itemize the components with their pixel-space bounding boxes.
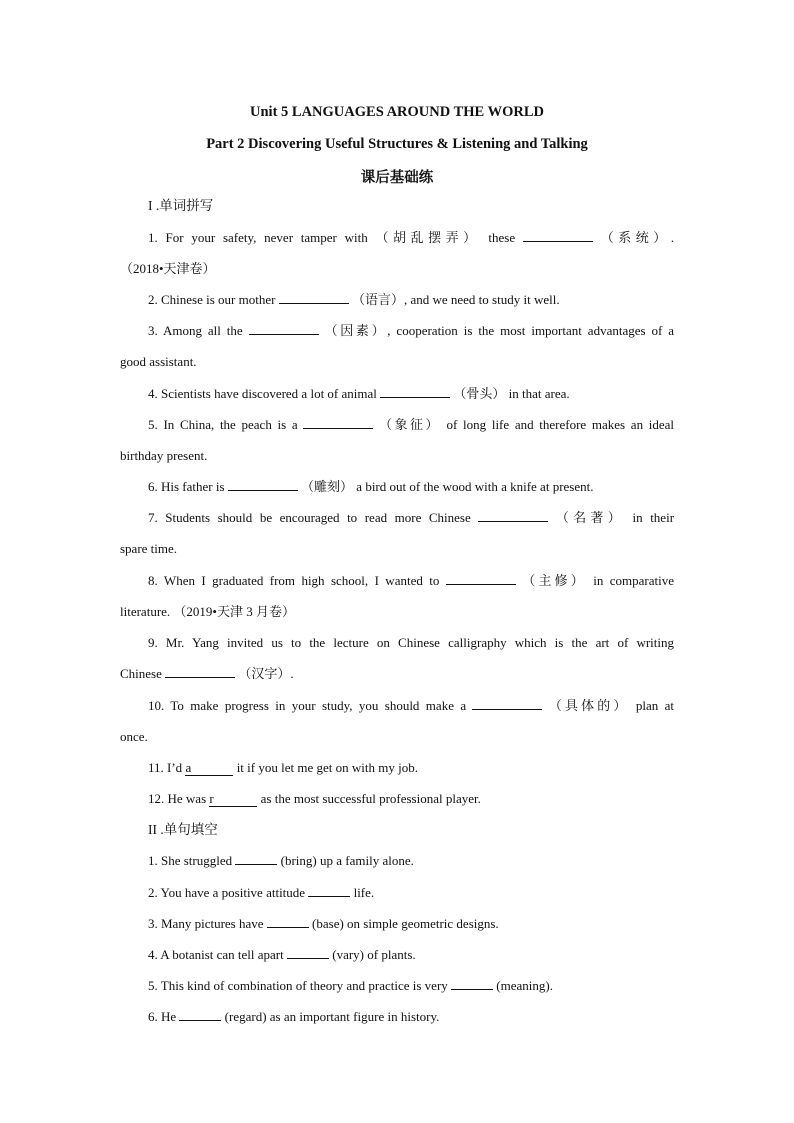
q12-text-after: as the most successful professional player. [260,791,481,806]
s1-question-3 [120,323,674,338]
s1-question-10-cont: once. [120,729,148,744]
q8-text-after: （主修） in comparative [522,573,675,588]
worksheet-subtitle: 课后基础练 [360,170,434,186]
q8-text-before: 8. When I graduated from high school, I wanted to [148,573,440,588]
s1-question-12 [120,791,674,807]
q3-text-after: （因素）, cooperation is the most important advantages of a [324,323,675,338]
s2-question-1 [120,853,674,868]
answer-blank[interactable] [179,1009,221,1021]
answer-blank[interactable] [279,292,349,304]
s2-q5-text-after: (meaning). [496,978,553,993]
s1-question-8 [120,573,674,588]
s2-q4-text-before: 4. A botanist can tell apart [148,947,284,962]
q11-text-after: it if you let me get on with my job. [236,760,418,775]
answer-blank[interactable] [249,323,319,335]
s1-question-5-cont: birthday present. [120,448,208,463]
s2-question-6 [120,1009,674,1024]
answer-blank[interactable] [451,978,493,990]
s2-question-5 [120,978,674,993]
s2-q2-text-after: life. [353,885,375,900]
section2-heading: II .单句填空 [148,822,218,837]
q10-text-before: 10. To make progress in your study, you should make a [148,698,467,713]
s1-question-11 [120,760,674,776]
s1-question-10 [120,698,674,713]
q3-text-before: 3. Among all the [148,323,243,338]
s1-question-1-source: （2018•天津卷） [120,261,216,276]
q10-text-after: （具体的） plan at [548,698,674,713]
answer-blank[interactable] [472,698,542,710]
q12-first-letter-hint: r [209,791,214,806]
answer-blank[interactable] [165,666,235,678]
s2-q3-text-after: (base) on simple geometric designs. [312,916,499,931]
q12-text-before: 12. He was [148,791,210,806]
q11-text-before: 11. I’d [148,760,186,775]
s2-q4-text-after: (vary) of plants. [332,947,416,962]
unit-title: Unit 5 LANGUAGES AROUND THE WORLD [250,104,544,120]
s1-question-7 [120,510,674,525]
q4-text-after: （骨头） in that area. [453,386,570,401]
s1-question-7-cont: spare time. [120,541,178,556]
answer-blank[interactable] [235,853,277,865]
q7-text-after: （名著） in their [555,510,675,525]
q5-text-after: （象征） of long life and therefore makes an ideal [379,417,675,432]
s1-question-5 [120,417,674,432]
q6-text-before: 6. His father is [148,479,225,494]
s1-question-2 [120,292,674,307]
q9-text-after: （汉字）. [238,666,294,681]
q1-text-before: 1. For your safety, never tamper with （胡乱摆弄） these [148,230,516,245]
s1-question-9: 9. Mr. Yang invited us to the lecture on Chinese calligraphy which is the art of writing [148,635,674,650]
s1-question-3-cont: good assistant. [120,354,197,369]
q11-first-letter-hint: a [185,760,192,775]
section1-heading: I .单词拼写 [148,198,214,213]
part-title: Part 2 Discovering Useful Structures & Listening and Talking [206,136,588,152]
q6-text-after: （雕刻） a bird out of the wood with a knife at present. [301,479,594,494]
q5-text-before: 5. In China, the peach is a [148,417,298,432]
s1-question-6 [120,479,674,494]
s2-q3-text-before: 3. Many pictures have [148,916,264,931]
s2-q6-text-before: 6. He [148,1009,177,1024]
s2-question-2 [120,885,674,900]
s1-question-9-cont [120,666,674,681]
q2-text-before: 2. Chinese is our mother [148,292,276,307]
q1-text-after: （系统）. [600,230,675,245]
answer-blank[interactable] [523,230,593,242]
q2-text-after: （语言）, and we need to study it well. [351,292,560,307]
s2-q6-text-after: (regard) as an important figure in history. [224,1009,440,1024]
answer-blank[interactable] [209,791,257,807]
s2-question-3 [120,916,674,931]
s2-q1-text-before: 1. She struggled [148,853,233,868]
s1-question-8-cont: literature. （2019•天津 3 月卷） [120,604,295,619]
s2-q2-text-before: 2. You have a positive attitude [148,885,306,900]
s1-question-4 [120,386,674,401]
answer-blank[interactable] [308,885,350,897]
answer-blank[interactable] [478,510,548,522]
s1-question-1 [120,230,674,245]
s2-q1-text-after: (bring) up a family alone. [280,853,414,868]
answer-blank[interactable] [287,947,329,959]
answer-blank[interactable] [380,386,450,398]
s2-question-4 [120,947,674,962]
answer-blank[interactable] [446,573,516,585]
s2-q5-text-before: 5. This kind of combination of theory and practice is very [148,978,448,993]
answer-blank[interactable] [185,760,233,776]
answer-blank[interactable] [303,417,373,429]
q7-text-before: 7. Students should be encouraged to read more Chinese [148,510,471,525]
answer-blank[interactable] [228,479,298,491]
q9-text-before: Chinese [120,666,162,681]
q4-text-before: 4. Scientists have discovered a lot of animal [148,386,377,401]
answer-blank[interactable] [267,916,309,928]
